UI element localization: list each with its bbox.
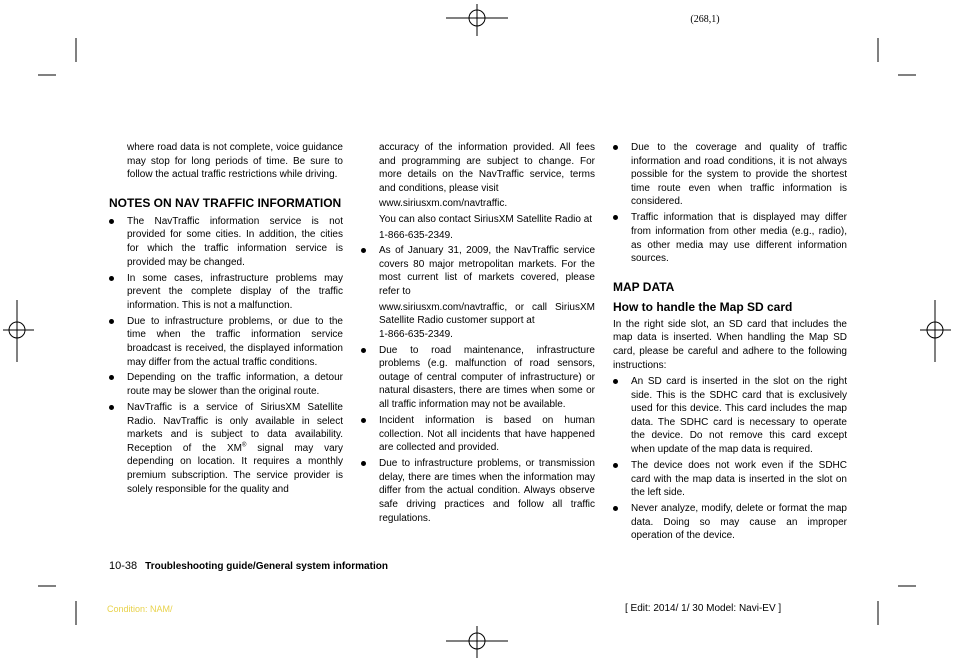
- bullet-icon: [361, 248, 366, 253]
- section-title: Troubleshooting guide/General system information: [145, 561, 388, 572]
- bullet-icon: [109, 219, 114, 224]
- column-2: [361, 141, 595, 528]
- section-heading-nav-traffic: NOTES ON NAV TRAFFIC INFORMATION: [109, 195, 342, 210]
- bullet-list: [109, 215, 343, 496]
- bullet-icon: [613, 379, 618, 384]
- bullet-list: [613, 141, 847, 266]
- bullet-icon: [109, 276, 114, 281]
- list-item: Due to infrastructure problems, or due to the time when the traffic information service broadcast is received, the displayed information may differ from the actual traffic conditions.: [109, 315, 343, 369]
- intro-paragraph: In the right side slot, an SD card that includes the map data is inserted. When handling the Map SD card, please be careful and adhere to the following instructions:: [613, 318, 847, 371]
- list-item: NavTraffic is a service of SiriusXM Satellite Radio. NavTraffic is only available in select markets and is subject to data availability. Reception of the XM® signal may vary depending on location. It requires a monthly premium subscription. The service provider is solely responsible for the quality and: [109, 401, 343, 496]
- page-footer: [109, 560, 388, 572]
- bullet-icon: [361, 461, 366, 466]
- edit-info: [ Edit: 2014/ 1/ 30 Model: Navi-EV ]: [625, 603, 782, 614]
- page-code: (268,1): [690, 14, 720, 25]
- list-item: As of January 31, 2009, the NavTraffic service covers 80 major metropolitan markets. For the most current list of markets covered, please refer to www.siriusxm.com/navtraffic, or call SiriusXM Satellite Radio customer support at 1-866-635-2349.: [361, 244, 595, 341]
- bullet-icon: [613, 463, 618, 468]
- list-item: An SD card is inserted in the slot on the right side. This is the SDHC card that is exclusively used for this device. This card includes the map data. The SDHC card is necessary to operate the device. Do not remove this card except when update of the map data is required.: [613, 375, 847, 457]
- list-item: The device does not work even if the SDHC card with the map data is inserted in the slot on the left side.: [613, 459, 847, 500]
- intro-paragraph: where road data is not complete, voice guidance may stop for long periods of time. Be sure to follow the actual traffic restrictions while driving.: [127, 142, 343, 181]
- column-3: [613, 141, 847, 545]
- url-text: www.siriusxm.com/navtraffic.: [379, 198, 508, 210]
- list-item: Due to the coverage and quality of traffic information and road conditions, it is not always possible for the system to provide the shortest time route even when traffic information is considered.: [613, 141, 847, 209]
- list-item: Due to infrastructure problems, or transmission delay, there are times when the information may differ from the actual condition. Always observe safe driving practices and follow all traffic regulations.: [361, 457, 595, 525]
- list-item: Incident information is based on human collection. Not all incidents that have happened are collected and provided.: [361, 414, 595, 455]
- list-item: The NavTraffic information service is not provided for some cities. In addition, the cities for which the traffic information service is provided may be changed.: [109, 215, 343, 269]
- bullet-icon: [361, 348, 366, 353]
- bullet-icon: [109, 319, 114, 324]
- list-item: In some cases, infrastructure problems may prevent the complete display of the traffic information. This is not a malfunction.: [109, 272, 343, 313]
- list-item: Due to road maintenance, infrastructure problems (e.g. malfunction of road sensors, outage of central computer of infrastructure) or natural disasters, there are times when some or all traffic information may not be available.: [361, 344, 595, 412]
- page-number: 10-38: [109, 560, 138, 572]
- bullet-icon: [109, 375, 114, 380]
- bullet-icon: [613, 215, 618, 220]
- bullet-icon: [613, 145, 618, 150]
- column-1: [109, 141, 343, 499]
- list-item: Depending on the traffic information, a detour route may be slower than the original route.: [109, 371, 343, 398]
- continued-paragraph: accuracy of the information provided. All fees and programming are subject to change. For more details on the NavTraffic service, terms and conditions, please visit: [379, 142, 595, 194]
- subheading-sd-card: How to handle the Map SD card: [613, 299, 793, 314]
- list-item: Traffic information that is displayed may differ from information from other media (e.g., radio), as other media may use different information sources.: [613, 211, 847, 265]
- condition-label: Condition: NAM/: [107, 604, 173, 614]
- phone-number: 1-866-635-2349.: [379, 229, 453, 241]
- contact-paragraph: You can also contact SiriusXM Satellite Radio at: [379, 213, 593, 225]
- bullet-icon: [109, 405, 114, 410]
- registered-mark: ®: [241, 442, 247, 449]
- bullet-icon: [361, 418, 366, 423]
- section-heading-map-data: MAP DATA: [613, 279, 675, 294]
- list-item: Never analyze, modify, delete or format the map data. Doing so may cause an improper operation of the device.: [613, 502, 847, 543]
- bullet-list: [613, 375, 847, 543]
- bullet-icon: [613, 506, 618, 511]
- bullet-list: [361, 244, 595, 525]
